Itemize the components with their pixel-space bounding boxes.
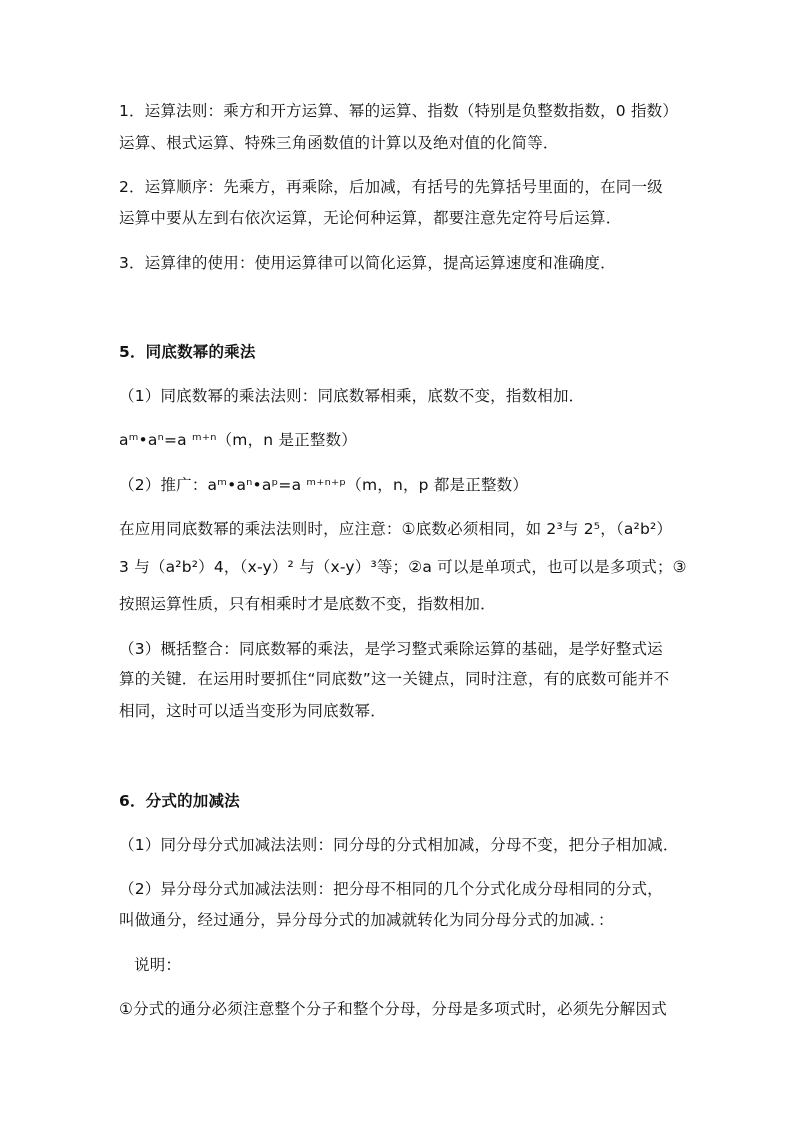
text-line: （1）同分母分式加减法法则：同分母的分式相加减，分母不变，把分子相加减． [119, 836, 679, 854]
formula-line: （2）推广：aᵐ•aⁿ•aᵖ=a ᵐ⁺ⁿ⁺ᵖ（m，n，p 都是正整数） [119, 476, 529, 494]
text-line: 2．运算顺序：先乘方，再乘除，后加减，有括号的先算括号里面的，在同一级 [119, 178, 663, 196]
text-line: 3．运算律的使用：使用运算律可以简化运算，提高运算速度和准确度． [119, 254, 616, 272]
text-line: 说明： [134, 956, 182, 974]
text-line: 相同，这时可以适当变形为同底数幂． [119, 702, 386, 720]
text-line: 1．运算法则：乘方和开方运算、幂的运算、指数（特别是负整数指数，0 指数） [119, 102, 679, 120]
text-line: 3 与（a²b²）4，（x-y）² 与（x-y）³等；②a 可以是单项式，也可以是多项式；③ [119, 558, 687, 576]
text-line: 运算、根式运算、特殊三角函数值的计算以及绝对值的化简等． [119, 134, 559, 152]
text-line: ①分式的通分必须注意整个分子和整个分母，分母是多项式时，必须先分解因式 [119, 1000, 667, 1018]
section-heading: 5．同底数幂的乘法 [119, 343, 256, 361]
section-heading: 6．分式的加减法 [119, 792, 240, 810]
text-line: （2）异分母分式加减法法则：把分母不相同的几个分式化成分母相同的分式， [119, 880, 663, 898]
formula-line: aᵐ•aⁿ=a ᵐ⁺ⁿ（m，n 是正整数） [119, 431, 357, 449]
text-line: 算的关键．在运用时要抓住“同底数”这一关键点，同时注意，有的底数可能并不 [119, 670, 670, 688]
text-line: 叫做通分，经过通分，异分母分式的加减就转化为同分母分式的加减．： [119, 911, 614, 929]
text-line: （1）同底数幂的乘法法则：同底数幂相乘，底数不变，指数相加． [119, 387, 585, 405]
text-line: 运算中要从左到右依次运算，无论何种运算，都要注意先定符号后运算． [119, 209, 622, 227]
text-line: （3）概括整合：同底数幂的乘法，是学习整式乘除运算的基础，是学好整式运 [119, 640, 663, 658]
text-line: 在应用同底数幂的乘法法则时，应注意：①底数必须相同，如 2³与 2⁵，（a²b²） [119, 520, 673, 538]
text-line: 按照运算性质，只有相乘时才是底数不变，指数相加． [119, 595, 496, 613]
